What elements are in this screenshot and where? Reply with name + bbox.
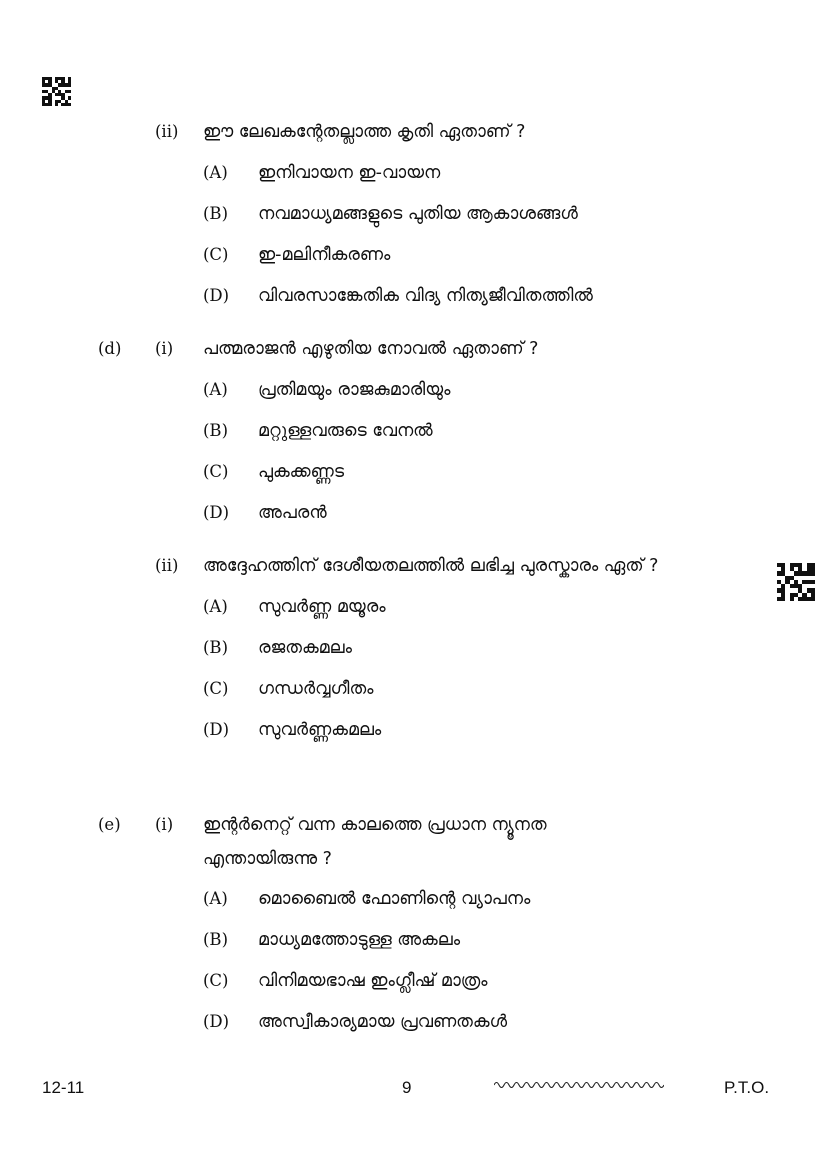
question-label: (ii) [155,556,179,575]
option-text: പുകക്കണ്ണട [258,462,345,482]
question-text: ഇന്റർനെറ്റ് വന്ന കാലത്തെ പ്രധാന ന്യൂനത [203,815,547,835]
option-text: പ്രതിമയും രാജകുമാരിയും [258,380,451,400]
option-key: (A) [203,889,228,908]
option-text: മൊബൈൽ ഫോണിന്റെ വ്യാപനം [258,889,531,909]
question-text: പത്മരാജൻ എഴുതിയ നോവൽ ഏതാണ് ? [203,339,539,359]
question-text: ഈ ലേഖകന്റേതല്ലാത്ത കൃതി ഏതാണ് ? [203,122,526,142]
option-text: ഗന്ധർവ്വഗീതം [258,679,374,699]
option-key: (B) [203,204,228,223]
option-text: ഇ-മലിനീകരണം [258,245,391,265]
option-key: (C) [203,245,229,264]
question-label: (i) [155,339,174,358]
paper-code: 12-11 [42,1078,85,1097]
option-key: (D) [203,286,230,305]
question-text: അദ്ദേഹത്തിന് ദേശീയതലത്തിൽ ലഭിച്ച പുരസ്കാരം ഏത് ? [203,556,659,576]
option-key: (D) [203,1012,230,1031]
option-key: (A) [203,597,228,616]
option-key: (D) [203,720,230,739]
qr-code-icon [42,77,71,106]
option-text: അസ്വീകാര്യമായ പ്രവണതകൾ [258,1012,508,1032]
question-text-continued: എന്തായിരുന്നു ? [203,849,332,869]
option-text: മാധ്യമത്തോടുള്ള അകലം [258,930,461,950]
option-key: (C) [203,462,229,481]
option-text: നവമാധ്യമങ്ങളുടെ പുതിയ ആകാശങ്ങൾ [258,204,578,224]
option-text: രജതകമലം [258,638,352,658]
option-key: (C) [203,679,229,698]
option-text: ഇനിവായന ഇ-വായന [258,163,441,183]
pto-label: P.T.O. [724,1078,770,1097]
option-key: (B) [203,930,228,949]
option-text: അപരൻ [258,503,327,523]
page-number: 9 [402,1078,412,1097]
question-label: (ii) [155,122,179,141]
option-key: (D) [203,503,230,522]
section-label: (d) [98,339,122,358]
section-label: (e) [98,815,121,834]
option-key: (A) [203,380,228,399]
option-text: മറ്റുള്ളവരുടെ വേനൽ [258,421,433,441]
wavy-line-icon [494,1078,664,1092]
option-text: സുവർണ്ണ മയൂരം [258,597,386,617]
option-text: വിനിമയഭാഷ ഇംഗ്ലീഷ് മാത്രം [258,971,488,991]
option-key: (B) [203,421,228,440]
question-label: (i) [155,815,174,834]
option-key: (C) [203,971,229,990]
option-key: (A) [203,163,228,182]
option-key: (B) [203,638,228,657]
qr-code-icon [777,563,815,601]
option-text: സുവർണ്ണകമലം [258,720,382,740]
option-text: വിവരസാങ്കേതിക വിദ്യ നിത്യജീവിതത്തിൽ [258,286,593,306]
